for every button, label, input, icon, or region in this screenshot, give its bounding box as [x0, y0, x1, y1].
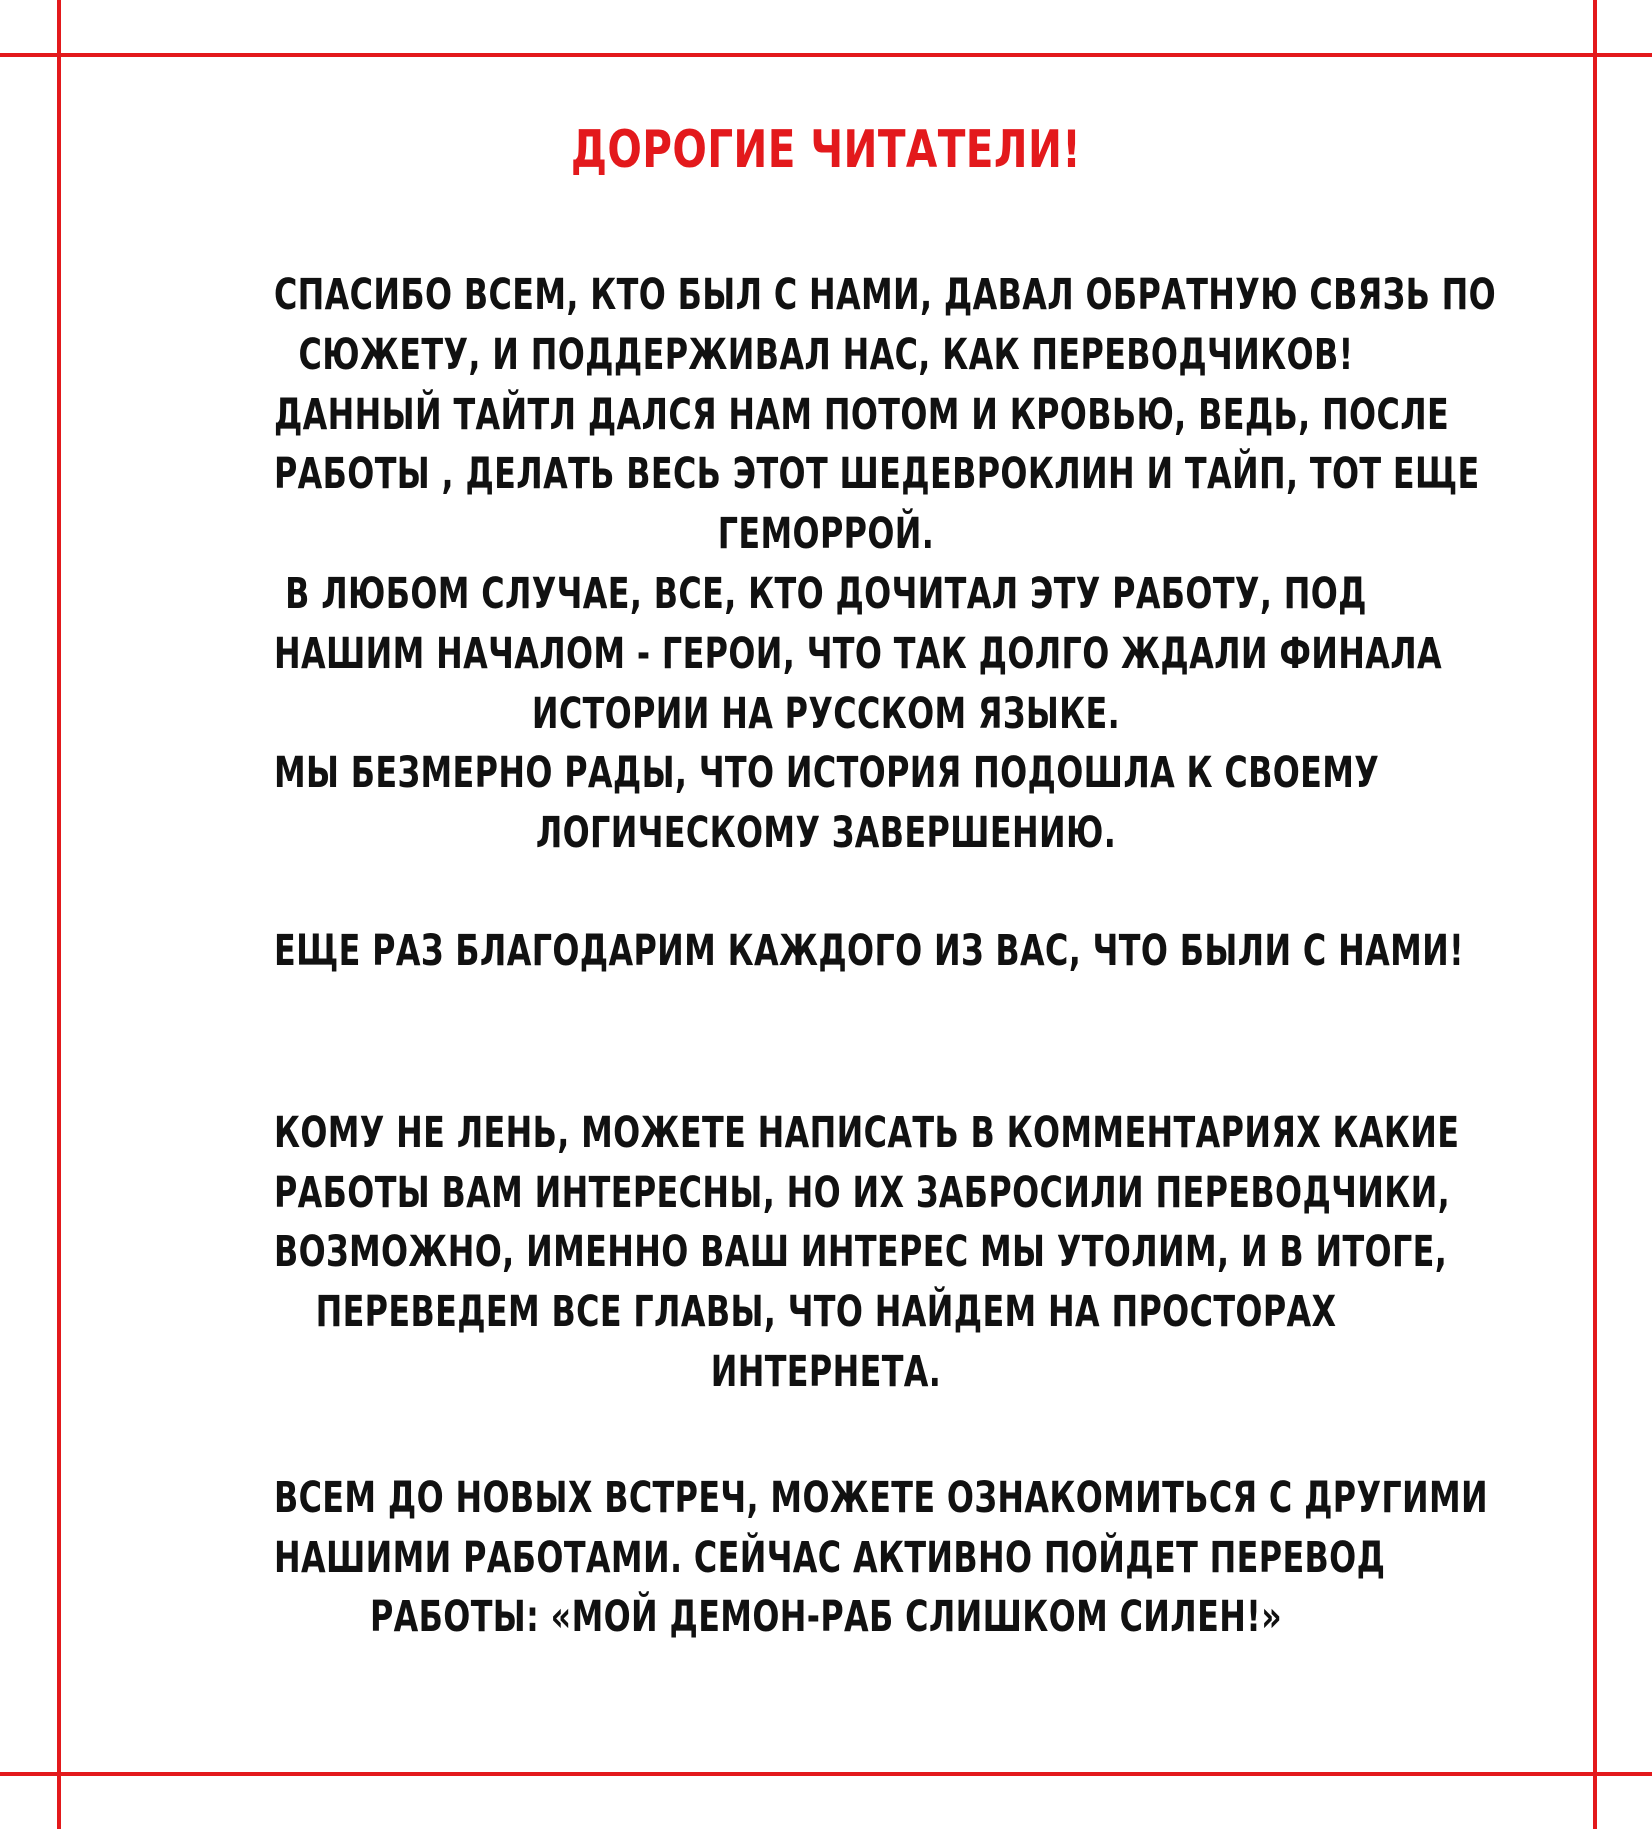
paragraph-requests: [273, 1104, 1460, 1403]
text-line: ИНТЕРНЕТА.: [710, 1346, 942, 1397]
text-line: ЛОГИЧЕСКОМУ ЗАВЕРШЕНИЮ.: [535, 808, 1117, 859]
spacer: [80, 1403, 1572, 1469]
text-line: ПЕРЕВЕДЕМ ВСЕ ГЛАВЫ, ЧТО НАЙДЕМ НА ПРОСТОРАХ: [315, 1287, 1337, 1338]
message-content: [80, 110, 1572, 1648]
text-line: ВОЗМОЖНО, ИМЕННО ВАШ ИНТЕРЕС МЫ УТОЛИМ, И В ИТОГЕ,: [273, 1227, 1448, 1278]
text-line: В ЛЮБОМ СЛУЧАЕ, ВСЕ, КТО ДОЧИТАЛ ЭТУ РАБОТУ, ПОД: [285, 568, 1367, 619]
text-line: МЫ БЕЗМЕРНО РАДЫ, ЧТО ИСТОРИЯ ПОДОШЛА К СВОЕМУ: [273, 748, 1380, 799]
paragraph-farewell: [273, 1469, 1489, 1648]
text-line: НАШИМ НАЧАЛОМ - ГЕРОИ, ЧТО ТАК ДОЛГО ЖДАЛИ ФИНАЛА: [273, 628, 1443, 679]
text-line: РАБОТЫ: «МОЙ ДЕМОН-РАБ СЛИШКОМ СИЛЕН!»: [369, 1592, 1283, 1643]
text-line: РАБОТЫ , ДЕЛАТЬ ВЕСЬ ЭТОТ ШЕДЕВРОКЛИН И ТАЙП, ТОТ ЕЩЕ: [273, 449, 1480, 500]
text-line: СЮЖЕТУ, И ПОДДЕРЖИВАЛ НАС, КАК ПЕРЕВОДЧИКОВ!: [298, 329, 1354, 380]
frame-line-top: [0, 53, 1652, 57]
frame-line-left: [57, 0, 61, 1829]
text-line: ДАННЫЙ ТАЙТЛ ДАЛСЯ НАМ ПОТОМ И КРОВЬЮ, ВЕДЬ, ПОСЛЕ: [273, 389, 1450, 440]
spacer: [80, 982, 1572, 1104]
spacer: [80, 864, 1572, 922]
frame-line-bottom: [0, 1772, 1652, 1776]
paragraph-gratitude: [273, 922, 1464, 982]
page-title: ДОРОГИЕ ЧИТАТЕЛИ!: [570, 120, 1082, 180]
text-line: НАШИМИ РАБОТАМИ. СЕЙЧАС АКТИВНО ПОЙДЕТ ПЕРЕВОД: [273, 1532, 1386, 1583]
frame-line-right: [1593, 0, 1597, 1829]
text-line: РАБОТЫ ВАМ ИНТЕРЕСНЫ, НО ИХ ЗАБРОСИЛИ ПЕРЕВОДЧИКИ,: [273, 1167, 1451, 1218]
text-line: ЕЩЕ РАЗ БЛАГОДАРИМ КАЖДОГО ИЗ ВАС, ЧТО БЫЛИ С НАМИ!: [273, 925, 1464, 976]
text-line: ИСТОРИИ НА РУССКОМ ЯЗЫКЕ.: [531, 688, 1121, 739]
text-line: КОМУ НЕ ЛЕНЬ, МОЖЕТЕ НАПИСАТЬ В КОММЕНТАРИЯХ КАКИЕ: [273, 1107, 1460, 1158]
text-line: ГЕМОРРОЙ.: [717, 509, 935, 560]
paragraph-thanks: [273, 266, 1497, 864]
text-line: СПАСИБО ВСЕМ, КТО БЫЛ С НАМИ, ДАВАЛ ОБРАТНУЮ СВЯЗЬ ПО: [273, 270, 1497, 320]
text-line: ВСЕМ ДО НОВЫХ ВСТРЕЧ, МОЖЕТЕ ОЗНАКОМИТЬСЯ С ДРУГИМИ: [273, 1472, 1489, 1523]
